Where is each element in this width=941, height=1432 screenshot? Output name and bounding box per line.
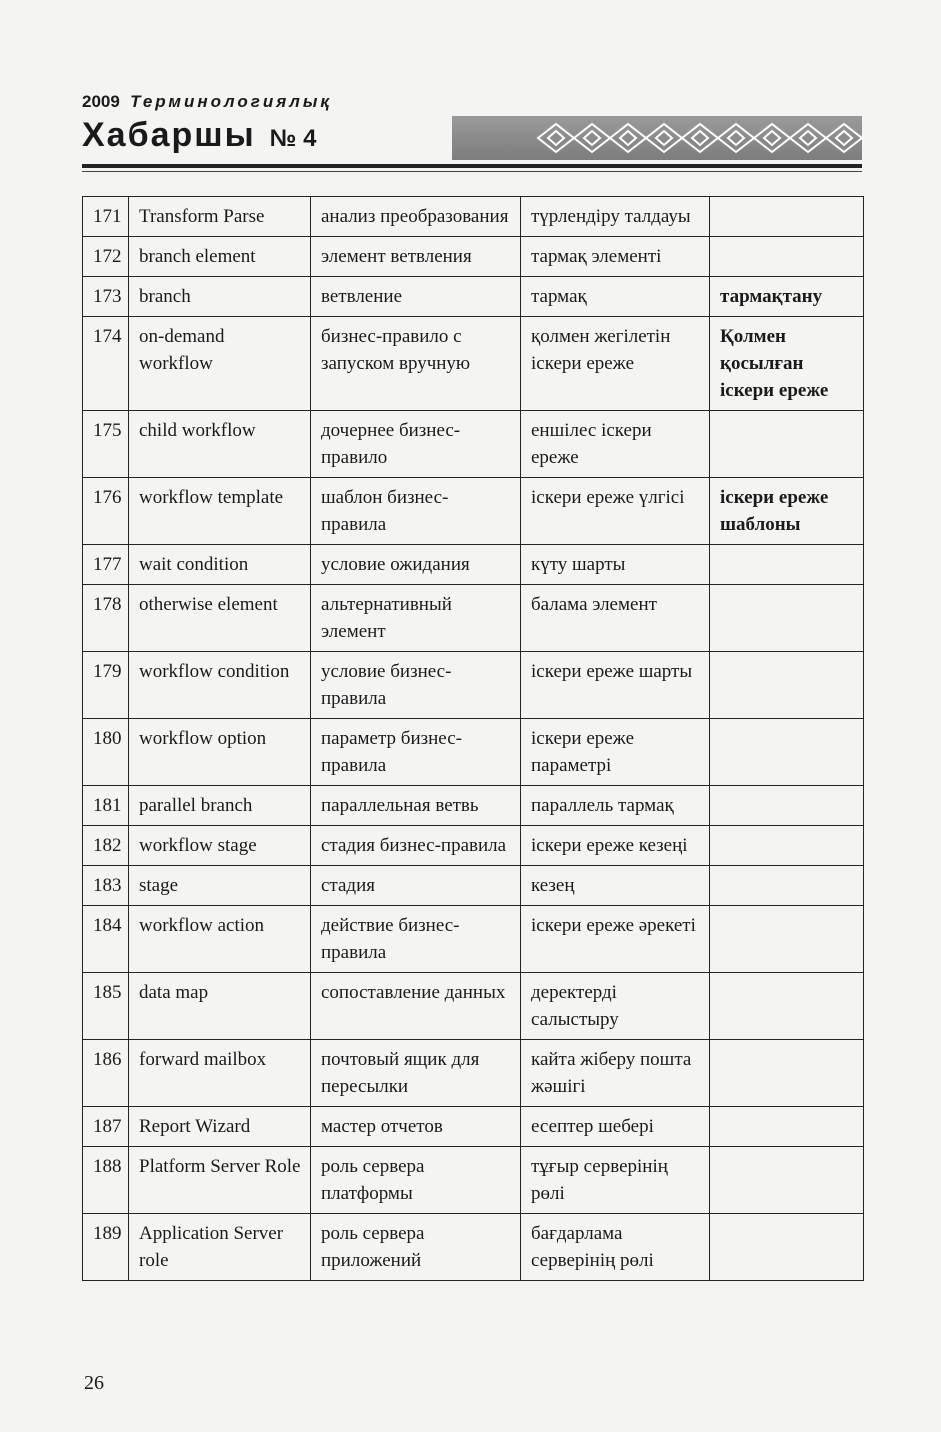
term-alternative (710, 197, 864, 237)
term-russian: мастер отчетов (311, 1107, 521, 1147)
term-number: 173 (83, 277, 129, 317)
term-english: wait condition (129, 545, 311, 585)
term-number: 187 (83, 1107, 129, 1147)
term-alternative (710, 652, 864, 719)
term-number: 188 (83, 1147, 129, 1214)
term-alternative (710, 1147, 864, 1214)
term-russian: дочернее бизнес-правило (311, 411, 521, 478)
term-alternative (710, 719, 864, 786)
term-alternative (710, 906, 864, 973)
table-row (83, 786, 864, 826)
term-kazakh: бағдарлама серверінің рөлі (521, 1214, 710, 1281)
table-row (83, 652, 864, 719)
term-russian: элемент ветвления (311, 237, 521, 277)
term-alternative (710, 237, 864, 277)
term-english: Platform Server Role (129, 1147, 311, 1214)
term-english: workflow action (129, 906, 311, 973)
table-row (83, 973, 864, 1040)
term-number: 189 (83, 1214, 129, 1281)
term-kazakh: іскери ереже параметрі (521, 719, 710, 786)
term-russian: ветвление (311, 277, 521, 317)
term-kazakh: тармақ (521, 277, 710, 317)
table-row (83, 478, 864, 545)
term-kazakh: іскери ереже кезеңі (521, 826, 710, 866)
term-russian: стадия (311, 866, 521, 906)
term-number: 175 (83, 411, 129, 478)
term-alternative (710, 545, 864, 585)
term-russian: параллельная ветвь (311, 786, 521, 826)
page-number: 26 (84, 1372, 104, 1394)
term-russian: роль сервера приложений (311, 1214, 521, 1281)
term-english: branch element (129, 237, 311, 277)
term-number: 181 (83, 786, 129, 826)
term-russian: шаблон бизнес-правила (311, 478, 521, 545)
term-alternative: тармақтану (710, 277, 864, 317)
term-english: child workflow (129, 411, 311, 478)
table-row (83, 317, 864, 411)
term-alternative (710, 1040, 864, 1107)
term-english: workflow template (129, 478, 311, 545)
term-russian: условие ожидания (311, 545, 521, 585)
term-alternative (710, 585, 864, 652)
term-kazakh: параллель тармақ (521, 786, 710, 826)
term-alternative (710, 826, 864, 866)
table-row (83, 197, 864, 237)
header-rule-thick (82, 164, 862, 168)
ornament-pattern-icon (452, 116, 862, 160)
term-kazakh: кезең (521, 866, 710, 906)
table-row (83, 866, 864, 906)
term-russian: действие бизнес-правила (311, 906, 521, 973)
table-row (83, 277, 864, 317)
term-kazakh: еншілес іскери ереже (521, 411, 710, 478)
term-kazakh: деректерді салыстыру (521, 973, 710, 1040)
page-header (82, 92, 862, 172)
table-row (83, 719, 864, 786)
ornament-band (452, 116, 862, 160)
term-alternative (710, 1107, 864, 1147)
header-issue: № 4 (269, 125, 317, 152)
header-journal-word2: Хабаршы (82, 116, 256, 154)
term-alternative (710, 1214, 864, 1281)
term-russian: условие бизнес-правила (311, 652, 521, 719)
term-number: 179 (83, 652, 129, 719)
term-english: forward mailbox (129, 1040, 311, 1107)
term-english: Application Server role (129, 1214, 311, 1281)
term-english: data map (129, 973, 311, 1040)
table-row (83, 1214, 864, 1281)
term-number: 182 (83, 826, 129, 866)
term-kazakh: түрлендіру талдауы (521, 197, 710, 237)
term-kazakh: іскери ереже үлгісі (521, 478, 710, 545)
term-number: 171 (83, 197, 129, 237)
header-journal-word1: Терминологиялық (130, 92, 332, 111)
term-english: parallel branch (129, 786, 311, 826)
table-row (83, 1147, 864, 1214)
table-row (83, 545, 864, 585)
term-number: 177 (83, 545, 129, 585)
table-row (83, 1040, 864, 1107)
table-row (83, 411, 864, 478)
term-number: 172 (83, 237, 129, 277)
term-number: 178 (83, 585, 129, 652)
table-row (83, 237, 864, 277)
term-alternative (710, 973, 864, 1040)
term-alternative (710, 411, 864, 478)
term-alternative: іскери ереже шаблоны (710, 478, 864, 545)
term-kazakh: қолмен жегілетін іскери ереже (521, 317, 710, 411)
table-row (83, 906, 864, 973)
term-kazakh: кайта жіберу пошта жәшігі (521, 1040, 710, 1107)
term-kazakh: іскери ереже шарты (521, 652, 710, 719)
term-kazakh: күту шарты (521, 545, 710, 585)
term-russian: почтовый ящик для пересылки (311, 1040, 521, 1107)
term-alternative (710, 786, 864, 826)
term-alternative: Қолмен қосылған іскери ереже (710, 317, 864, 411)
term-number: 176 (83, 478, 129, 545)
term-russian: сопоставление данных (311, 973, 521, 1040)
terms-table-body (83, 197, 864, 1281)
header-year: 2009 (82, 92, 120, 111)
term-english: stage (129, 866, 311, 906)
term-russian: альтернативный элемент (311, 585, 521, 652)
header-rule-thin (82, 171, 862, 172)
header-line-1 (82, 92, 332, 112)
term-kazakh: балама элемент (521, 585, 710, 652)
term-english: on-demand workflow (129, 317, 311, 411)
term-number: 174 (83, 317, 129, 411)
term-number: 185 (83, 973, 129, 1040)
term-number: 180 (83, 719, 129, 786)
terms-table (82, 196, 864, 1281)
term-kazakh: есептер шебері (521, 1107, 710, 1147)
table-row (83, 826, 864, 866)
term-number: 183 (83, 866, 129, 906)
table-row (83, 1107, 864, 1147)
term-russian: параметр бизнес-правила (311, 719, 521, 786)
term-russian: роль сервера платформы (311, 1147, 521, 1214)
term-kazakh: тұғыр серверінің рөлі (521, 1147, 710, 1214)
term-russian: бизнес-правило с запуском вручную (311, 317, 521, 411)
term-number: 186 (83, 1040, 129, 1107)
term-alternative (710, 866, 864, 906)
term-english: workflow stage (129, 826, 311, 866)
term-english: Transform Parse (129, 197, 311, 237)
term-russian: стадия бизнес-правила (311, 826, 521, 866)
term-kazakh: іскери ереже әрекеті (521, 906, 710, 973)
term-english: workflow condition (129, 652, 311, 719)
header-line-2 (82, 116, 316, 155)
term-number: 184 (83, 906, 129, 973)
term-english: Report Wizard (129, 1107, 311, 1147)
term-english: workflow option (129, 719, 311, 786)
term-kazakh: тармақ элементі (521, 237, 710, 277)
term-english: otherwise element (129, 585, 311, 652)
table-row (83, 585, 864, 652)
term-russian: анализ преобразования (311, 197, 521, 237)
term-english: branch (129, 277, 311, 317)
